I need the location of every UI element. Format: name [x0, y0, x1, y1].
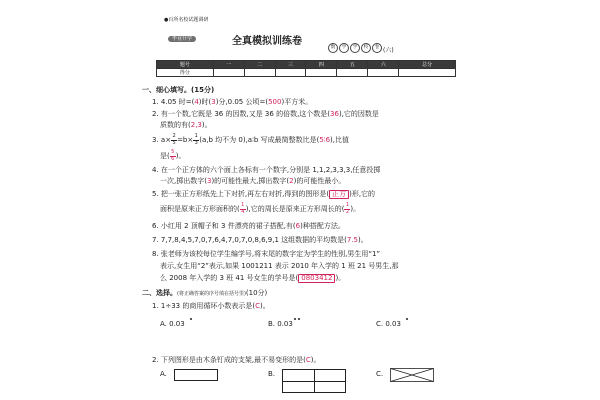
question-1-4-line2 [160, 177, 345, 186]
question-text: )。 [175, 152, 186, 160]
question-text: 2. 下列图形是由木条钉成的支架,最不易变形的是( [152, 356, 306, 364]
seal-icon: 校 [361, 43, 371, 53]
source-line: ●百所名校试题调研 [164, 17, 209, 23]
answer: 2 [289, 177, 294, 185]
repetend-dot [190, 318, 192, 320]
score-cell[interactable] [399, 69, 456, 77]
question-text: 7. 7,7,8,4,5,7,0,7,6,4,7,0,7,0,8,6,9,1 这组数据的平均数是( [152, 236, 347, 244]
section2-title-points: (10分) [245, 289, 268, 297]
question-text: )的可能性最小。 [293, 177, 346, 185]
numerator: 5 [171, 149, 175, 155]
question-text: )形,它的 [349, 190, 376, 198]
answer: C [305, 356, 311, 364]
question-1-4: 4. 在一个正方体的六个面上各标有一个数字,分别是 1,1,2,3,3,3,任意投掷 [152, 166, 381, 174]
question-text: 3. a× [152, 136, 172, 144]
denominator: 4 [241, 209, 245, 215]
option-a[interactable]: A. 0.03 [160, 320, 185, 328]
question-1-7 [152, 236, 368, 245]
frame-grid [282, 369, 346, 393]
answer: 3 [211, 98, 216, 106]
score-table [156, 60, 456, 77]
option-b-label[interactable]: B. [268, 370, 276, 378]
seal-icon: 学 [350, 43, 360, 53]
seal-icon: 学 [339, 43, 349, 53]
question-text: )时( [198, 98, 212, 106]
question-text: )。 [259, 302, 270, 310]
denominator: 3 [194, 140, 198, 146]
question-text: 一次,掷出数字( [160, 177, 207, 185]
question-1-2 [152, 110, 379, 119]
numerator: 1 [194, 133, 198, 139]
question-text: 2. 有一个数,它既是 36 的因数,又是 36 的倍数,这个数是( [152, 110, 331, 118]
question-text: )。 [201, 121, 212, 129]
score-cell[interactable] [213, 69, 244, 77]
question-1-8: 8. 张老师为该校每位学生编学号,将末尾的数字定为学生的性别,男生用“1” [152, 250, 381, 258]
exam-sheet [140, 0, 460, 400]
answer: 6 [295, 222, 301, 230]
question-1-3 [152, 134, 349, 146]
score-header-cell: 一 [213, 61, 244, 69]
grade-badge [168, 25, 196, 44]
question-text: 1. 1÷33 的商用循环小数表示是( [152, 302, 256, 310]
score-table-row [157, 69, 456, 77]
question-text: )分,0.05 公顷=( [215, 98, 269, 106]
question-1-2-line2 [160, 121, 212, 130]
question-1-5-line2 [160, 203, 360, 215]
numerator: 1 [345, 202, 350, 208]
score-cell[interactable] [275, 69, 306, 77]
question-2-2 [152, 356, 320, 365]
question-2-1 [152, 302, 270, 311]
repetend-dot [406, 318, 408, 320]
subject-seal-group [328, 37, 394, 56]
question-text: =b× [177, 136, 194, 144]
answer: 36 [330, 110, 339, 118]
score-table-header [157, 61, 456, 69]
answer: C [255, 302, 260, 310]
question-text: )平方米。 [281, 98, 313, 106]
question-text: ),它的周长是原来正方形周长的( [245, 205, 345, 213]
numerator: 1 [241, 202, 245, 208]
score-header-cell: 总分 [399, 61, 456, 69]
question-1-6 [152, 222, 345, 231]
question-text: 是( [160, 152, 170, 160]
exam-title: 全真模拟训练卷 [232, 36, 302, 47]
section2-title-main: 二、选择。 [142, 289, 177, 297]
denominator: 2 [345, 209, 350, 215]
score-cell[interactable] [244, 69, 275, 77]
question-text: 么 2008 年入学的 3 班 41 号女生的学号是( [160, 274, 299, 282]
question-text: )种搭配方法。 [300, 222, 345, 230]
question-1-1 [152, 98, 312, 107]
question-text: 5. 把一张正方形纸先上下对折,再左右对折,得到的图形是( [152, 190, 330, 198]
repetend-dot [298, 318, 300, 320]
answer: 2,3 [190, 121, 202, 129]
exam-number: (六) [383, 47, 394, 54]
score-header-cell: 二 [244, 61, 275, 69]
answer: 500 [268, 98, 282, 106]
option-a-label[interactable]: A. [160, 370, 167, 378]
section2-title-note: (将正确答案的序号填在括号里) [177, 291, 246, 297]
option-b[interactable]: B. 0.03 [268, 320, 293, 328]
question-1-8-line3 [160, 274, 345, 283]
question-text: (a,b 均不为 0),a∶b 写成最简整数比是( [199, 136, 320, 144]
score-header-cell: 四 [306, 61, 337, 69]
score-cell[interactable] [306, 69, 337, 77]
answer: 7.5 [346, 236, 358, 244]
score-header-cell: 三 [275, 61, 306, 69]
score-cell[interactable] [337, 69, 368, 77]
question-text: ),比值 [330, 136, 350, 144]
question-text: )。 [335, 274, 346, 282]
question-text: )。 [358, 236, 368, 244]
answer: 5∶6 [319, 136, 331, 144]
question-text: 6. 小红用 2 顶帽子和 3 件漂亮的裙子搭配,有( [152, 222, 296, 230]
question-text: 面积是原来正方形面积的( [160, 205, 240, 213]
question-1-5 [152, 190, 375, 199]
section1-title: 一、细心填写。(15分) [142, 86, 215, 94]
frame-rectangle [174, 369, 218, 381]
answer: 3 [206, 177, 212, 185]
question-1-3-line2 [160, 150, 185, 162]
score-row-label: 得分 [157, 69, 214, 77]
boxed-answer: 正方 [329, 190, 349, 199]
seal-icon: 数 [328, 43, 338, 53]
repetend-dot [294, 318, 296, 320]
question-text: )。 [350, 205, 361, 213]
seal-icon: 卷 [372, 43, 382, 53]
denominator: 6 [171, 156, 175, 162]
grade-badge-label: 毕业升学 [168, 36, 196, 42]
question-text: )的可能性最大,掷出数字( [211, 177, 290, 185]
question-text: 质数的有( [160, 121, 191, 129]
question-1-8-line2: 表示,女生用“2”表示,如果 1001211 表示 2010 年入学的 1 班 21 号男生,那 [160, 262, 399, 270]
frame-braced-rectangle [390, 368, 434, 382]
section2-title [142, 289, 267, 298]
numerator: 2 [172, 133, 176, 139]
score-header-cell: 题号 [157, 61, 214, 69]
question-text: 1. 4.05 时=( [152, 98, 195, 106]
answer: 4 [194, 98, 199, 106]
option-c-label[interactable]: C. [376, 370, 384, 378]
score-header-cell: 五 [337, 61, 368, 69]
denominator: 5 [172, 140, 176, 146]
question-text: ),它的因数是 [338, 110, 379, 118]
score-header-cell: 六 [368, 61, 399, 69]
score-cell[interactable] [368, 69, 399, 77]
question-text: )。 [310, 356, 321, 364]
boxed-answer: 0803412 [298, 274, 335, 283]
option-c[interactable]: C. 0.03 [376, 320, 401, 328]
